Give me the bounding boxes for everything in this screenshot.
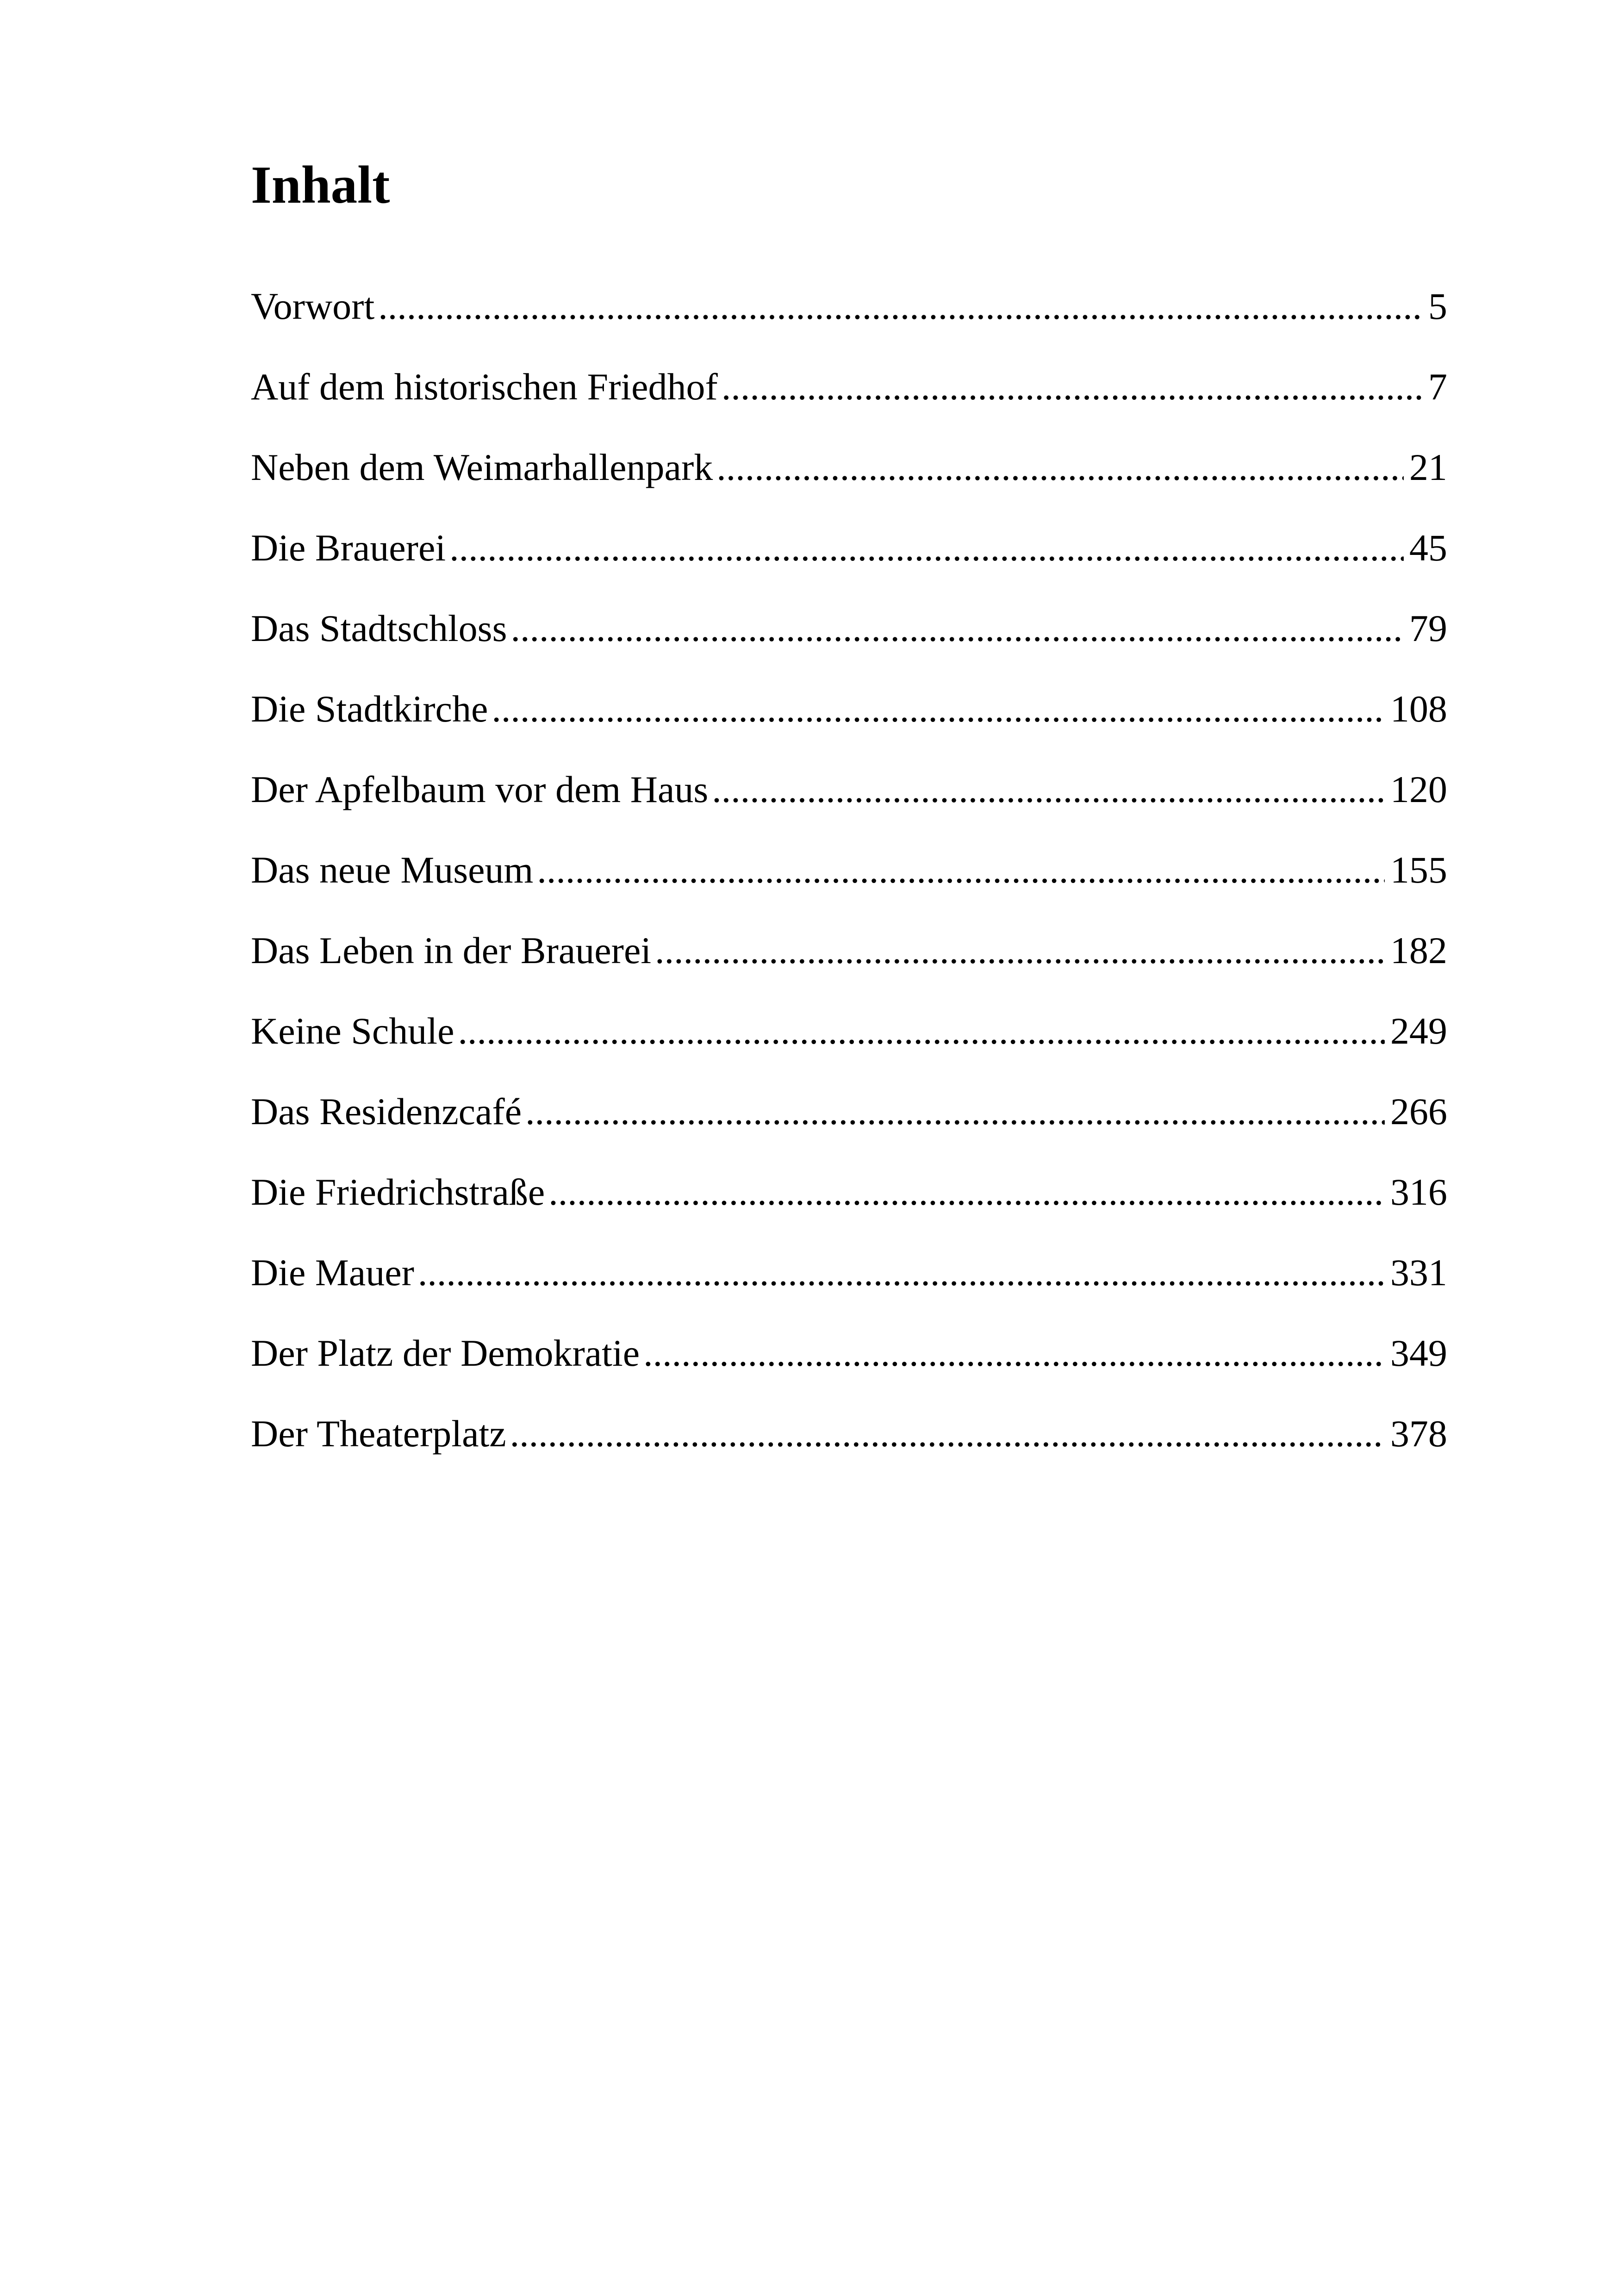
toc-entry-label: Der Apfelbaum vor dem Haus [251, 768, 709, 810]
toc-entry-page: 45 [1409, 527, 1447, 569]
toc-entry-label: Vorwort [251, 285, 375, 327]
toc-entry-page: 249 [1390, 1010, 1447, 1052]
toc-entry-label: Der Platz der Demokratie [251, 1332, 640, 1374]
toc-heading: Inhalt [251, 156, 390, 214]
toc-entry-label: Das Leben in der Brauerei [251, 929, 652, 971]
dot-leader [643, 1330, 1385, 1376]
dot-leader [525, 1089, 1385, 1135]
toc-entry-page: 349 [1390, 1332, 1447, 1374]
dot-leader [492, 686, 1385, 732]
dot-leader [548, 1169, 1385, 1215]
toc-entry-label: Auf dem historischen Friedhof [251, 366, 718, 408]
toc-entry-page: 108 [1390, 688, 1447, 730]
toc-entry-page: 182 [1390, 929, 1447, 971]
toc-entry-stadtkirche [251, 686, 1447, 766]
table-of-contents [251, 283, 1447, 1491]
dot-leader [378, 283, 1423, 330]
toc-entry-leben-in-der-brauerei [251, 927, 1447, 1008]
toc-entry-label: Das Stadtschloss [251, 607, 507, 649]
toc-entry-historischer-friedhof [251, 364, 1447, 444]
dot-leader [458, 1008, 1385, 1054]
dot-leader [537, 847, 1385, 893]
toc-entry-residenzcafe [251, 1089, 1447, 1169]
toc-entry-page: 79 [1409, 607, 1447, 649]
toc-entry-mauer [251, 1250, 1447, 1330]
dot-leader [712, 766, 1385, 813]
toc-entry-page: 120 [1390, 768, 1447, 810]
toc-entry-label: Das neue Museum [251, 849, 534, 891]
toc-entry-label: Keine Schule [251, 1010, 454, 1052]
toc-entry-keine-schule [251, 1008, 1447, 1089]
toc-entry-label: Neben dem Weimarhallenpark [251, 446, 713, 488]
dot-leader [449, 525, 1404, 571]
dot-leader [722, 364, 1423, 410]
toc-entry-page: 7 [1428, 366, 1447, 408]
toc-entry-friedrichstrasse [251, 1169, 1447, 1250]
toc-entry-weimarhallenpark [251, 444, 1447, 525]
toc-entry-label: Die Friedrichstraße [251, 1171, 545, 1213]
toc-entry-stadtschloss [251, 605, 1447, 686]
toc-entry-page: 266 [1390, 1090, 1447, 1132]
toc-entry-label: Der Theaterplatz [251, 1412, 506, 1455]
toc-entry-theaterplatz [251, 1411, 1447, 1491]
dot-leader [418, 1250, 1385, 1296]
dot-leader [716, 444, 1404, 491]
dot-leader [510, 1411, 1385, 1457]
toc-entry-page: 5 [1428, 285, 1447, 327]
toc-entry-page: 21 [1409, 446, 1447, 488]
toc-entry-page: 316 [1390, 1171, 1447, 1213]
toc-entry-page: 378 [1390, 1412, 1447, 1455]
toc-entry-label: Das Residenzcafé [251, 1090, 522, 1132]
toc-entry-apfelbaum [251, 766, 1447, 847]
toc-entry-label: Die Mauer [251, 1251, 414, 1294]
dot-leader [655, 927, 1385, 974]
toc-entry-label: Die Stadtkirche [251, 688, 488, 730]
toc-entry-vorwort [251, 283, 1447, 364]
toc-entry-page: 331 [1390, 1251, 1447, 1294]
toc-entry-label: Die Brauerei [251, 527, 446, 569]
toc-entry-page: 155 [1390, 849, 1447, 891]
dot-leader [511, 605, 1404, 652]
toc-entry-brauerei [251, 525, 1447, 605]
toc-entry-platz-der-demokratie [251, 1330, 1447, 1411]
toc-entry-neues-museum [251, 847, 1447, 927]
